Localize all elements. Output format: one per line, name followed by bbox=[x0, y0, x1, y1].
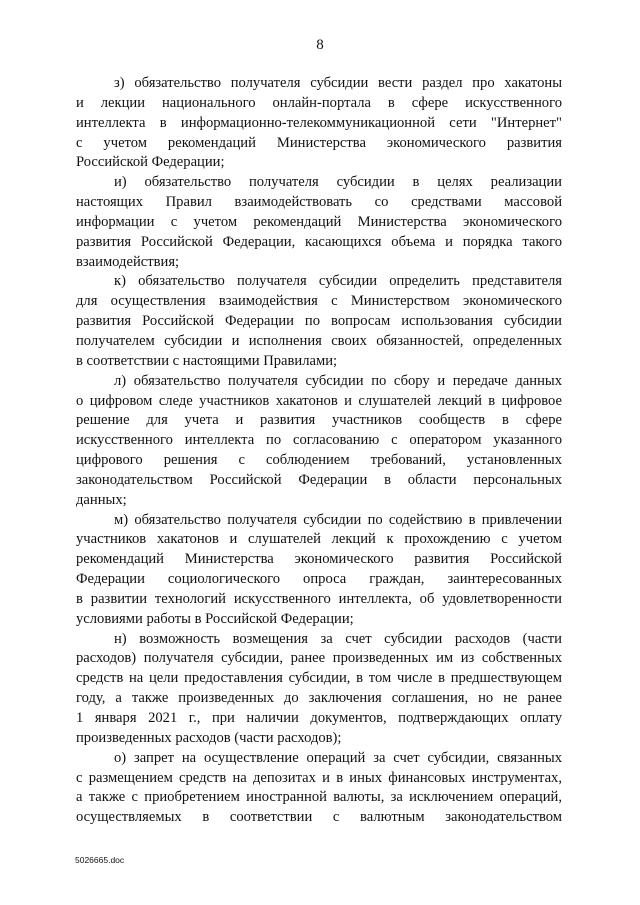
text-line: расходов) получателя субсидии, ранее произведенных им из собственных bbox=[76, 650, 562, 667]
text-line: информации с учетом рекомендаций Министерства экономического bbox=[76, 213, 562, 230]
text-line: л) обязательство получателя субсидии по сбору и передаче данных bbox=[114, 372, 562, 389]
text-line: произведенных расходов (части расходов); bbox=[76, 729, 342, 746]
text-line: о) запрет на осуществление операций за счет субсидии, связанных bbox=[114, 749, 562, 766]
paragraph bbox=[76, 630, 562, 749]
text-line: Федерации социологического опроса граждан, заинтересованных bbox=[76, 571, 562, 588]
text-line: развития Российской Федерации по вопросам использования субсидии bbox=[76, 313, 562, 330]
text-line: данных; bbox=[76, 491, 127, 508]
text-line: в соответствии с настоящими Правилами; bbox=[76, 352, 338, 369]
paragraph bbox=[76, 272, 562, 371]
text-line: участников хакатонов и слушателей лекций к прохождению с учетом bbox=[76, 531, 562, 548]
text-line: и лекции национального онлайн-портала в сфере искусственного bbox=[76, 94, 562, 111]
text-line: году, а также произведенных до заключения соглашения, но не ранее bbox=[76, 690, 562, 707]
document-file-code: 5026665.doc bbox=[75, 855, 125, 865]
text-line: искусственного интеллекта по согласованию с оператором указанного bbox=[76, 432, 562, 449]
text-line: получателем субсидии и исполнения своих обязанностей, определенных bbox=[76, 332, 562, 349]
text-line: взаимодействия; bbox=[76, 253, 180, 270]
text-line: условиями работы в Российской Федерации; bbox=[76, 610, 354, 627]
text-line: Российской Федерации; bbox=[76, 154, 225, 171]
text-line: о цифровом следе участников хакатонов и слушателей лекций в цифровое bbox=[76, 392, 562, 409]
text-line: решение для учета и развития участников сообществ в сфере bbox=[76, 412, 562, 429]
text-line: к) обязательство получателя субсидии определить представителя bbox=[114, 273, 562, 290]
text-line: и) обязательство получателя субсидии в целях реализации bbox=[114, 174, 562, 191]
text-line: интеллекта в информационно-телекоммуникационной сети "Интернет" bbox=[76, 114, 562, 131]
text-line: м) обязательство получателя субсидии по содействию в привлечении bbox=[114, 511, 562, 528]
text-line: з) обязательство получателя субсидии вести раздел про хакатоны bbox=[114, 75, 562, 91]
paragraph bbox=[76, 173, 562, 272]
text-line: рекомендаций Министерства экономического развития Российской bbox=[76, 551, 562, 568]
text-line: осуществляемых в соответствии с валютным законодательством bbox=[76, 809, 562, 826]
paragraph bbox=[76, 749, 562, 828]
text-line: развития Российской Федерации, касающихся объема и порядка такого bbox=[76, 233, 562, 250]
text-line: средств на цели предоставления субсидии, в том числе в предшествующем bbox=[76, 670, 562, 687]
text-line: для осуществления взаимодействия с Министерством экономического bbox=[76, 293, 562, 310]
document-body bbox=[76, 74, 562, 828]
paragraph bbox=[76, 372, 562, 511]
text-line: а также с приобретением иностранной валюты, за исключением операций, bbox=[76, 789, 562, 806]
paragraph bbox=[76, 74, 562, 173]
text-line: 1 января 2021 г., при наличии документов, подтверждающих оплату bbox=[76, 710, 562, 726]
text-line: законодательством Российской Федерации в области персональных bbox=[76, 471, 562, 488]
paragraph bbox=[76, 511, 562, 630]
page-number: 8 bbox=[316, 37, 324, 53]
text-line: настоящих Правил взаимодействовать со средствами массовой bbox=[76, 194, 562, 211]
text-line: в развитии технологий искусственного интеллекта, об удовлетворенности bbox=[76, 590, 562, 607]
text-line: с учетом рекомендаций Министерства экономического развития bbox=[76, 134, 562, 151]
text-line: с размещением средств на депозитах и в иных финансовых инструментах, bbox=[76, 769, 562, 786]
text-line: цифрового решения с соблюдением требований, установленных bbox=[76, 452, 562, 469]
text-line: н) возможность возмещения за счет субсидии расходов (части bbox=[114, 630, 562, 647]
